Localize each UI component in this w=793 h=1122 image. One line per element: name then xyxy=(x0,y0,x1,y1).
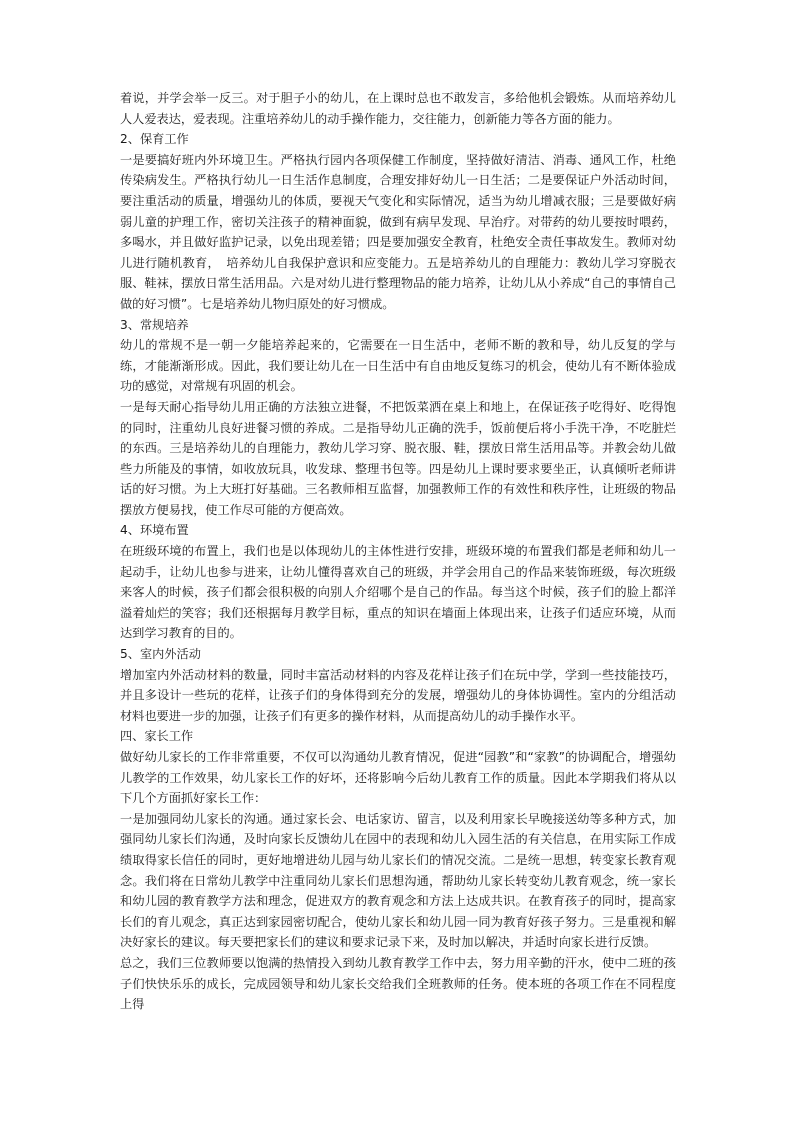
document-body xyxy=(120,88,676,1015)
section-heading-parents: 四、家长工作 xyxy=(120,729,194,744)
paragraph-routine-intro: 幼儿的常规不是一朝一夕能培养起来的，它需要在一日生活中，老师不断的教和导，幼儿反复的学与练，才能渐渐形成。因此，我们要让幼儿在一日生活中有自由地反复练习的机会，使幼儿有不断体验成功的感觉，对常规有巩固的机会。 xyxy=(120,338,676,394)
paragraph-parents-intro: 做好幼儿家长的工作非常重要，不仅可以沟通幼儿教育情况，促进“园教”和“家教”的协调配合，增强幼儿教学的工作效果，幼儿家长工作的好坏，还将影响今后幼儿教育工作的质量。因此本学期我们将从以下几个方面抓好家长工作： xyxy=(120,750,676,806)
paragraph-environment: 在班级环境的布置上，我们也是以体现幼儿的主体性进行安排，班级环境的布置我们都是老师和幼儿一起动手，让幼儿也参与进来，让幼儿懂得喜欢自己的班级，并学会用自己的作品来装饰班级，每次班级来客人的时候，孩子们都会很积极的向别人介绍哪个是自己的作品。每当这个时候，孩子们的脸上都洋溢着灿烂的笑容；我们还根据每月教学目标，重点的知识在墙面上体现出来，让孩子们适应环境，从而达到学习教育的目的。 xyxy=(120,544,676,641)
paragraph-activities: 增加室内外活动材料的数量，同时丰富活动材料的内容及花样让孩子们在玩中学，学到一些技能技巧，并且多设计一些玩的花样，让孩子们的身体得到充分的发展，增强幼儿的身体协调性。室内的分组活动材料也要进一步的加强，让孩子们有更多的操作材料，从而提高幼儿的动手操作水平。 xyxy=(120,667,676,723)
section-heading-childcare: 2、保育工作 xyxy=(120,132,189,147)
paragraph-childcare: 一是要搞好班内外环境卫生。严格执行园内各项保健工作制度，坚持做好清洁、消毒、通风工作，杜绝传染病发生。严格执行幼儿一日生活作息制度，合理安排好幼儿一日生活；二是要保证户外活动时间，要注重活动的质量，增强幼儿的体质，要视天气变化和实际情况，适当为幼儿增减衣服；三是要做好病弱儿童的护理工作，密切关注孩子的精神面貌，做到有病早发现、早治疗。对带药的幼儿要按时喂药，多喝水，并且做好监护记录，以免出现差错；四是要加强安全教育，杜绝安全责任事故发生。教师对幼儿进行随机教育， 培养幼儿自我保护意识和应变能力。五是培养幼儿的自理能力：教幼儿学习穿脱衣服、鞋袜，摆放日常生活用品。六是对幼儿进行整理物品的能力培养，让幼儿从小养成“自己的事情自己做的好习惯”。七是培养幼儿物归原处的好习惯成。 xyxy=(120,152,676,311)
paragraph-routine-details: 一是每天耐心指导幼儿用正确的方法独立进餐，不把饭菜洒在桌上和地上，在保证孩子吃得好、吃得饱的同时，注重幼儿良好进餐习惯的养成。二是指导幼儿正确的洗手，饭前便后将小手洗干净，不吃脏烂的东西。三是培养幼儿的自理能力，教幼儿学习穿、脱衣服、鞋，摆放日常生活用品等。并教会幼儿做些力所能及的事情，如收放玩具，收发球、整理书包等。四是幼儿上课时要求要坐正，认真倾听老师讲话的好习惯。为上大班打好基础。三名教师相互监督，加强教师工作的有效性和秩序性，让班级的物品摆放方便易找，使工作尽可能的方便高效。 xyxy=(120,399,676,517)
section-heading-activities: 5、室内外活动 xyxy=(120,647,201,662)
paragraph-summary: 总之，我们三位教师要以饱满的热情投入到幼儿教育教学工作中去，努力用辛勤的汗水，使中二班的孩子们快快乐乐的成长，完成园领导和幼儿家长交给我们全班教师的任务。使本班的各项工作在不同程度上得 xyxy=(120,955,676,1012)
paragraph-continuation: 着说，并学会举一反三。对于胆子小的幼儿，在上课时总也不敢发言，多给他机会锻炼。从而培养幼儿人人爱表达，爱表现。注重培养幼儿的动手操作能力，交往能力，创新能力等各方面的能力。 xyxy=(120,91,676,126)
section-heading-routine: 3、常规培养 xyxy=(120,317,189,332)
section-heading-environment: 4、环境布置 xyxy=(120,523,189,538)
paragraph-parents-details: 一是加强同幼儿家长的沟通。通过家长会、电话家访、留言，以及利用家长早晚接送幼等多种方式，加强同幼儿家长们沟通，及时向家长反馈幼儿在园中的表现和幼儿入园生活的有关信息，在用实际工作成绩取得家长信任的同时，更好地增进幼儿园与幼儿家长们的情况交流。二是统一思想，转变家长教育观念。我们将在日常幼儿教学中注重同幼儿家长们思想沟通，帮助幼儿家长转变幼儿教育观念，统一家长和幼儿园的教育教学方法和理念，促进双方的教育观念和方法上达成共识。在教育孩子的同时，提高家长们的育儿观念，真正达到家园密切配合，使幼儿家长和幼儿园一同为教育好孩子努力。三是重视和解决好家长的建议。每天要把家长们的建议和要求记录下来，及时加以解决，并适时向家长进行反馈。 xyxy=(120,811,676,950)
